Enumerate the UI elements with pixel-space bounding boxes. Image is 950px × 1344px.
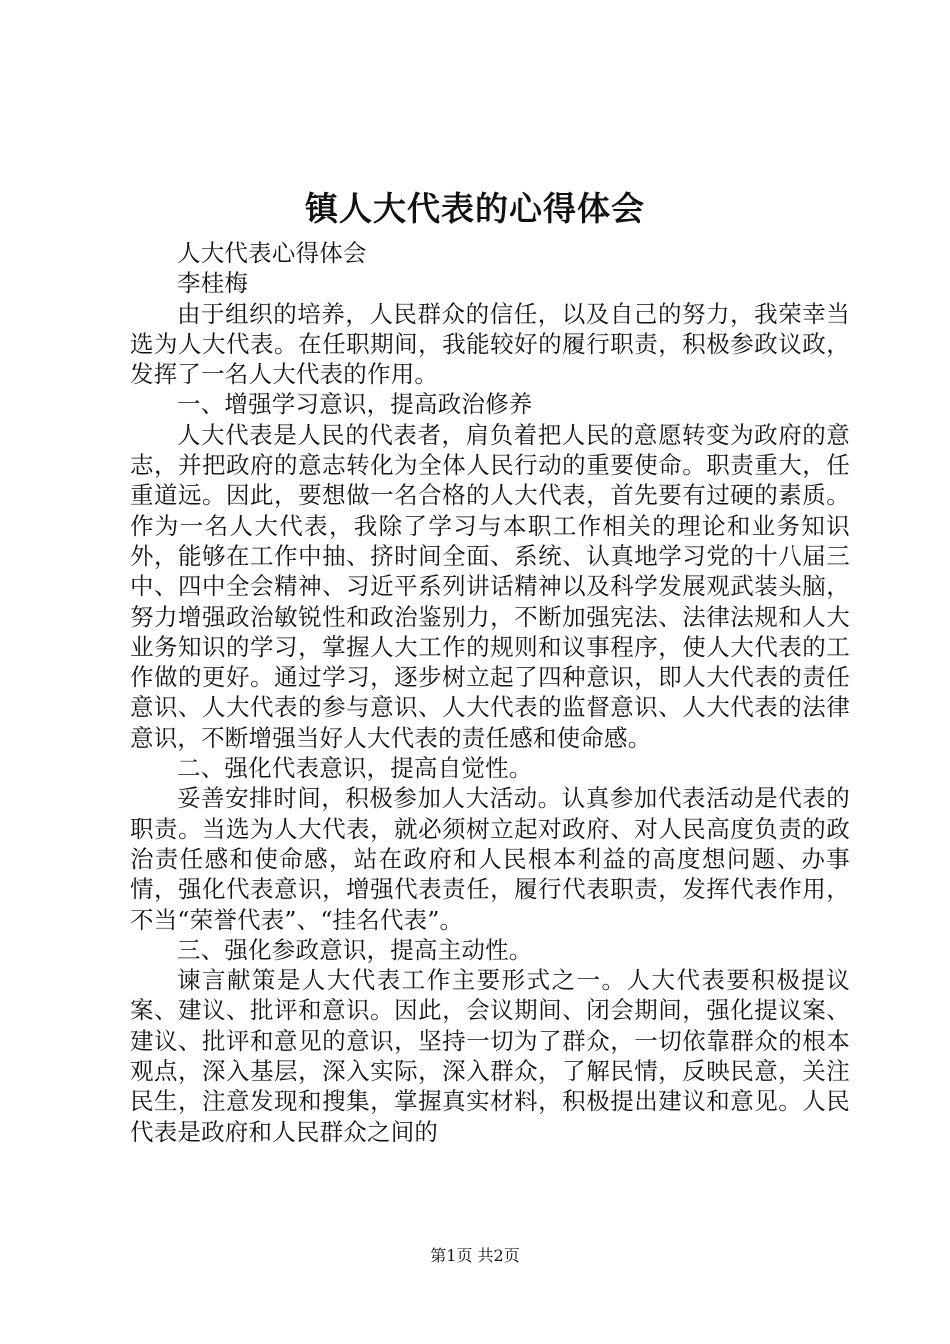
document-title: 镇人大代表的心得体会: [305, 189, 645, 228]
body-paragraph: 人大代表是人民的代表者，肩负着把人民的意愿转变为政府的意志，并把政府的意志转化为全体人民行动的重要使命。职责重大，任重道远。因此，要想做一名合格的人大代表，首先要有过硬的素质。作为一名人大代表，我除了学习与本职工作相关的理论和业务知识外，能够在工作中抽、挤时间全面、系统、认真地学习党的十八届三中、四中全会精神、习近平系列讲话精神以及科学发展观武装头脑，努力增强政治敏锐性和政治鉴别力，不断加强宪法、法律法规和人大业务知识的学习，掌握人大工作的规则和议事程序，使人大代表的工作做的更好。通过学习，逐步树立起了四种意识，即人大代表的责任意识、人大代表的参与意识、人大代表的监督意识、人大代表的法律意识，不断增强当好人大代表的责任感和使命感。: [130, 420, 850, 752]
body-paragraph: 人大代表心得体会: [177, 239, 367, 267]
document-body: [130, 238, 850, 1147]
body-paragraph: 由于组织的培养，人民群众的信任，以及自己的努力，我荣幸当选为人大代表。在任职期间，我能较好的履行职责，积极参政议政，发挥了一名人大代表的作用。: [130, 299, 850, 389]
body-paragraph: 李桂梅: [177, 269, 249, 298]
section-heading: 一、增强学习意识，提高政治修养: [177, 390, 533, 419]
section-heading: 三、强化参政意识，提高主动性。: [177, 935, 533, 964]
body-paragraph: 妥善安排时间，积极参加人大活动。认真参加代表活动是代表的职责。当选为人大代表，就必须树立起对政府、对人民高度负责的政治责任感和使命感，站在政府和人民根本利益的高度想问题、办事情，强化代表意识，增强代表责任，履行代表职责，发挥代表作用，不当“荣誉代表”、“挂名代表”。: [130, 784, 850, 934]
page-footer: 第1页 共2页: [430, 1246, 520, 1265]
body-paragraph: 谏言献策是人大代表工作主要形式之一。人大代表要积极提议案、建议、批评和意识。因此，会议期间、闭会期间，强化提议案、建议、批评和意见的意识，坚持一切为了群众，一切依靠群众的根本观点，深入基层，深入实际，深入群众，了解民情，反映民意，关注民生，注意发现和搜集，掌握真实材料，积极提出建议和意见。人民代表是政府和人民群众之间的: [130, 966, 850, 1146]
section-heading: 二、强化代表意识，提高自觉性。: [177, 754, 533, 783]
